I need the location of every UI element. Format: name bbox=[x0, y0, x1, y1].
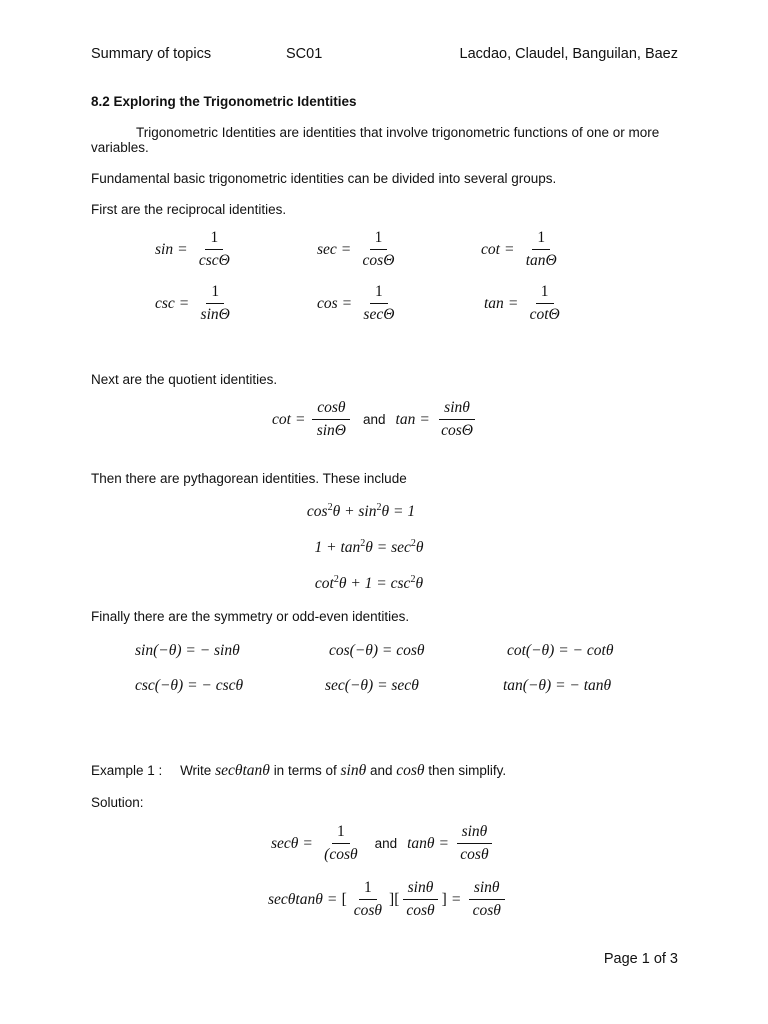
numerator: sinθ bbox=[403, 879, 439, 900]
term: θ = sec bbox=[365, 539, 411, 556]
fraction bbox=[525, 283, 565, 324]
groups-text: Fundamental basic trigonometric identities can be divided into several groups. bbox=[91, 171, 557, 186]
header-right: Lacdao, Claudel, Banguilan, Baez bbox=[459, 46, 678, 62]
denominator: cosΘ bbox=[441, 422, 473, 439]
and-word: and bbox=[374, 836, 398, 851]
numerator: 1 bbox=[205, 229, 223, 250]
quotient-identities bbox=[272, 399, 480, 440]
example-word: then simplify. bbox=[428, 763, 507, 778]
quotient-text: Next are the quotient identities. bbox=[91, 372, 278, 387]
example-word: Write bbox=[180, 763, 212, 778]
numerator: sinθ bbox=[469, 879, 505, 900]
bracket: [ bbox=[341, 890, 347, 908]
example-expression: sinθ bbox=[340, 762, 367, 779]
eq-lhs: cot bbox=[272, 410, 291, 428]
fraction bbox=[196, 283, 235, 324]
denominator: cotΘ bbox=[529, 306, 560, 323]
eq-lhs: secθ bbox=[271, 834, 299, 852]
equals-sign: = bbox=[178, 240, 187, 258]
fraction bbox=[319, 823, 362, 864]
fraction bbox=[358, 283, 399, 324]
numerator: cosθ bbox=[312, 399, 350, 420]
equals-sign: = bbox=[341, 240, 351, 258]
fraction bbox=[468, 879, 506, 920]
reciprocal-identity bbox=[155, 229, 237, 270]
numerator: 1 bbox=[536, 283, 554, 304]
denominator: cosθ bbox=[353, 902, 383, 919]
fraction bbox=[194, 229, 235, 270]
equals-sign: = bbox=[179, 294, 189, 312]
term: θ + 1 = csc bbox=[338, 575, 411, 592]
header-center: SC01 bbox=[286, 46, 323, 62]
symmetry-identity: csc(−θ) = − cscθ bbox=[135, 677, 244, 694]
equals-sign: = bbox=[451, 890, 461, 908]
equals-sign: = bbox=[303, 834, 313, 852]
and-word: and bbox=[362, 412, 386, 427]
header-left: Summary of topics bbox=[91, 46, 212, 62]
eq-lhs: sin bbox=[155, 240, 174, 258]
denominator: cosθ bbox=[472, 902, 501, 919]
term: θ + sin bbox=[332, 503, 377, 520]
exponent: 2 bbox=[410, 574, 416, 585]
term: 1 + tan bbox=[314, 539, 361, 556]
pythag-eq-3 bbox=[0, 575, 753, 593]
symmetry-text: Finally there are the symmetry or odd-even identities. bbox=[91, 609, 410, 624]
fraction bbox=[401, 879, 439, 920]
numerator: 1 bbox=[206, 283, 224, 304]
exponent: 2 bbox=[333, 574, 339, 585]
symmetry-identity: cos(−θ) = cosθ bbox=[329, 642, 425, 659]
exponent: 2 bbox=[410, 538, 416, 549]
intro-line-2: variables. bbox=[91, 140, 149, 155]
term: cot bbox=[314, 575, 334, 592]
reciprocal-identity bbox=[484, 283, 567, 324]
term: θ = 1 bbox=[381, 503, 416, 520]
equals-sign: = bbox=[327, 890, 337, 908]
pythag-eq-1 bbox=[0, 503, 745, 521]
fraction bbox=[312, 399, 351, 440]
eq-lhs: tan bbox=[484, 294, 504, 312]
pythag-eq-2 bbox=[0, 539, 753, 557]
example-word: in terms of bbox=[273, 763, 337, 778]
reciprocal-text: First are the reciprocal identities. bbox=[91, 202, 287, 217]
denominator: secΘ bbox=[363, 306, 395, 323]
intro-line-1: Trigonometric Identities are identities that involve trigonometric functions of one or more bbox=[136, 125, 660, 140]
solution-line-1 bbox=[271, 823, 496, 864]
pythag-text: Then there are pythagorean identities. These include bbox=[91, 471, 407, 486]
denominator: tanΘ bbox=[525, 252, 557, 269]
eq-lhs: cot bbox=[481, 240, 500, 258]
equals-sign: = bbox=[439, 834, 449, 852]
numerator: sinθ bbox=[457, 823, 493, 844]
denominator: (cosθ bbox=[324, 846, 358, 863]
example-label: Example 1 : bbox=[91, 763, 163, 778]
eq-lhs: tanθ bbox=[407, 834, 435, 852]
reciprocal-identity bbox=[317, 229, 401, 270]
denominator: cscΘ bbox=[198, 252, 230, 269]
fraction bbox=[521, 229, 562, 270]
denominator: cosθ bbox=[406, 902, 435, 919]
eq-lhs: csc bbox=[155, 294, 175, 312]
eq-lhs: cos bbox=[317, 294, 338, 312]
numerator: 1 bbox=[332, 823, 350, 844]
reciprocal-identity bbox=[317, 283, 401, 324]
denominator: cosθ bbox=[460, 846, 489, 863]
fraction bbox=[436, 399, 478, 440]
symmetry-identity: sec(−θ) = secθ bbox=[325, 677, 419, 694]
exponent: 2 bbox=[360, 538, 366, 549]
symmetry-identity: tan(−θ) = − tanθ bbox=[503, 677, 612, 694]
numerator: sinθ bbox=[439, 399, 475, 420]
page-number: Page 1 of 3 bbox=[603, 951, 678, 967]
fraction bbox=[455, 823, 493, 864]
equals-sign: = bbox=[342, 294, 352, 312]
solution-label: Solution: bbox=[91, 795, 144, 810]
denominator: sinΘ bbox=[200, 306, 230, 323]
denominator: cosΘ bbox=[362, 252, 395, 269]
denominator: sinΘ bbox=[316, 422, 346, 439]
exponent: 2 bbox=[327, 502, 333, 513]
reciprocal-identity bbox=[481, 229, 564, 270]
eq-lhs: sec bbox=[317, 240, 337, 258]
example-1 bbox=[91, 762, 506, 780]
equals-sign: = bbox=[504, 240, 514, 258]
equals-sign: = bbox=[420, 410, 430, 428]
eq-lhs: tan bbox=[395, 410, 416, 428]
bracket: ] bbox=[441, 890, 447, 908]
example-expression: cosθ bbox=[396, 762, 425, 779]
equals-sign: = bbox=[508, 294, 518, 312]
term: θ bbox=[415, 539, 424, 556]
symmetry-identity: sin(−θ) = − sinθ bbox=[135, 642, 240, 659]
numerator: 1 bbox=[370, 283, 388, 304]
numerator: 1 bbox=[359, 879, 377, 900]
eq-lhs: secθtanθ bbox=[268, 890, 323, 908]
bracket: ][ bbox=[389, 890, 400, 908]
term: θ bbox=[415, 575, 424, 592]
symmetry-identity: cot(−θ) = − cotθ bbox=[507, 642, 614, 659]
reciprocal-identity bbox=[155, 283, 237, 324]
fraction bbox=[349, 879, 387, 920]
example-word: and bbox=[369, 763, 393, 778]
example-expression: secθtanθ bbox=[215, 762, 270, 779]
numerator: 1 bbox=[532, 229, 550, 250]
exponent: 2 bbox=[376, 502, 382, 513]
fraction bbox=[358, 229, 400, 270]
numerator: 1 bbox=[370, 229, 388, 250]
equals-sign: = bbox=[295, 410, 305, 428]
solution-line-2 bbox=[268, 879, 508, 920]
section-title: 8.2 Exploring the Trigonometric Identities bbox=[91, 94, 357, 109]
term: cos bbox=[306, 503, 328, 520]
